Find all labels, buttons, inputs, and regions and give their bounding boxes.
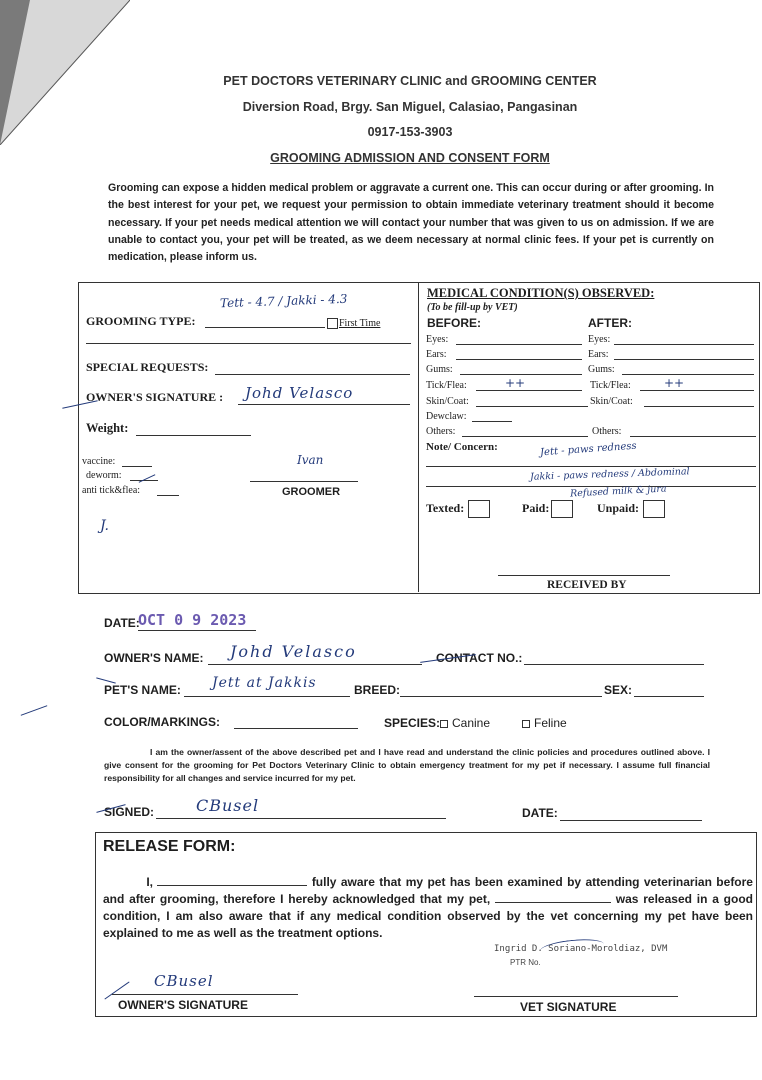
grooming-type-line-2[interactable] <box>86 343 411 344</box>
deworm-label: deworm: <box>86 470 122 481</box>
release-text <box>103 874 753 942</box>
dewclaw-field[interactable] <box>472 421 512 422</box>
vaccine-label: vaccine: <box>82 456 116 467</box>
special-requests-field[interactable] <box>215 374 410 375</box>
medical-condition-title: MEDICAL CONDITION(S) OBSERVED: <box>427 286 655 300</box>
skin-before-label: Skin/Coat: <box>426 396 469 407</box>
groomer-value: Ivan <box>297 453 324 467</box>
texted-option <box>426 500 490 518</box>
release-text-1: fully aware that my pet has been examined by attending veterinarian before and after grooming, therefore I hereby acknowledged that my pet, <box>103 875 753 906</box>
unpaid-option <box>597 500 665 518</box>
color-field[interactable] <box>234 728 358 729</box>
pet-name-value: Jett at Jakkis <box>212 675 317 691</box>
signed-value: CBusel <box>196 796 260 815</box>
contact-label: CONTACT NO.: <box>436 651 523 665</box>
unpaid-label: Unpaid: <box>597 500 640 515</box>
owner-signature-value: Johd Velasco <box>245 384 354 402</box>
release-title: RELEASE FORM: <box>103 838 236 855</box>
panel-divider <box>418 282 419 592</box>
clinic-address: Diversion Road, Brgy. San Miguel, Calasiao, Pangasinan <box>242 100 578 114</box>
eyes-after-field[interactable] <box>614 344 754 345</box>
feline-checkbox[interactable] <box>522 720 530 728</box>
before-label: BEFORE: <box>427 316 481 330</box>
vaccine-field[interactable] <box>122 466 152 467</box>
signed-label: SIGNED: <box>104 805 155 819</box>
others-after-label: Others: <box>592 426 622 437</box>
owner-name-value: Johd Velasco <box>230 642 357 661</box>
tick-after-value: ++ <box>664 376 685 390</box>
paid-checkbox[interactable] <box>551 500 573 518</box>
skin-after-field[interactable] <box>644 406 754 407</box>
initial-mark: J. <box>100 518 109 534</box>
anti-tick-field[interactable] <box>157 495 179 496</box>
vet-signature-label: VET SIGNATURE <box>520 1000 617 1014</box>
first-time-option <box>327 318 380 329</box>
intro-paragraph: Grooming can expose a hidden medical problem or aggravate a current one. This can occur during or after grooming. In the best interest for your pet, we request your permission to obtain immediate veterinary treatment should it become necessary. If your pet needs medical attention we will contact your number that was given to us on admission. If we are unable to contact you, your pet will be treated, as we deem necessary at normal clinic fees. If your pet is currently on medication, please inform us. <box>108 182 714 264</box>
feline-option[interactable] <box>522 716 567 730</box>
first-time-label: First Time <box>339 318 381 329</box>
date-label: DATE: <box>104 616 140 630</box>
pet-name-field[interactable] <box>184 696 350 697</box>
eyes-after-label: Eyes: <box>588 334 611 345</box>
release-text-2: was released in a good condition, I am also aware that if any medical condition observed by the vet concerning my pet have been explained to me as well as the treatment options. <box>103 892 753 940</box>
owner-signature-label: OWNER'S SIGNATURE : <box>86 390 224 404</box>
contact-field[interactable] <box>524 664 704 665</box>
pet-name-label: PET'S NAME: <box>104 683 181 697</box>
clinic-phone: 0917-153-3903 <box>367 125 453 139</box>
canine-label: Canine <box>452 716 491 730</box>
vet-stamp-prc: PTR No. <box>510 958 541 967</box>
grooming-type-label: GROOMING TYPE: <box>86 314 196 328</box>
ears-before-label: Ears: <box>426 349 447 360</box>
after-label: AFTER: <box>588 316 632 330</box>
tick-after-label: Tick/Flea: <box>590 380 631 391</box>
owner-signature-field[interactable] <box>238 404 410 405</box>
color-label: COLOR/MARKINGS: <box>104 715 220 729</box>
sex-label: SEX: <box>604 683 633 697</box>
grooming-type-field[interactable] <box>205 327 325 328</box>
paid-label: Paid: <box>522 500 550 515</box>
dewclaw-label: Dewclaw: <box>426 411 467 422</box>
anti-tick-label: anti tick&flea: <box>82 485 141 496</box>
date2-label: DATE: <box>522 806 558 820</box>
form-title: GROOMING ADMISSION AND CONSENT FORM <box>270 151 550 165</box>
ears-after-field[interactable] <box>614 359 754 360</box>
signed-field[interactable] <box>156 818 446 819</box>
skin-before-field[interactable] <box>476 406 588 407</box>
folded-page-corner <box>0 0 130 145</box>
date-field[interactable] <box>138 630 256 631</box>
weight-field[interactable] <box>136 435 251 436</box>
vet-stamp-name: Ingrid D. Soriano-Moroldiaz, DVM <box>494 944 668 954</box>
note-value-2: Jakki - paws redness / Abdominal <box>529 466 690 483</box>
canine-option[interactable] <box>440 716 490 730</box>
groomer-label: GROOMER <box>282 486 341 498</box>
breed-field[interactable] <box>400 696 602 697</box>
note-value-1: Jett - paws redness <box>539 440 637 459</box>
feline-label: Feline <box>534 716 567 730</box>
owner-signature-release-label: OWNER'S SIGNATURE <box>118 998 248 1012</box>
owner-release-signature: CBusel <box>154 972 214 990</box>
owner-signature-release-line[interactable] <box>112 994 298 995</box>
margin-mark <box>21 705 48 716</box>
groomer-field[interactable] <box>250 481 358 482</box>
date-stamp: OCT 0 9 2023 <box>138 611 247 629</box>
date2-field[interactable] <box>560 820 702 821</box>
texted-label: Texted: <box>426 500 465 515</box>
species-label: SPECIES: <box>384 716 441 730</box>
eyes-before-field[interactable] <box>456 344 582 345</box>
sex-field[interactable] <box>634 696 704 697</box>
texted-checkbox[interactable] <box>468 500 490 518</box>
gums-after-label: Gums: <box>588 364 615 375</box>
medical-condition-subtitle: (To be fill-up by VET) <box>427 302 518 313</box>
release-name-field[interactable] <box>157 874 307 886</box>
tick-before-value: ++ <box>505 376 526 390</box>
others-before-label: Others: <box>426 426 456 437</box>
canine-checkbox[interactable] <box>440 720 448 728</box>
unpaid-checkbox[interactable] <box>643 500 665 518</box>
release-i: I, <box>146 875 153 889</box>
received-by-label: RECEIVED BY <box>547 579 627 591</box>
clinic-name: PET DOCTORS VETERINARY CLINIC and GROOMING CENTER <box>223 74 597 88</box>
eyes-before-label: Eyes: <box>426 334 449 345</box>
first-time-checkbox[interactable] <box>327 318 338 329</box>
others-after-field[interactable] <box>630 436 756 437</box>
skin-after-label: Skin/Coat: <box>590 396 633 407</box>
vet-signature-line[interactable] <box>474 996 678 997</box>
gums-before-field[interactable] <box>460 374 582 375</box>
note-concern-label: Note/ Concern: <box>426 441 498 453</box>
weight-label: Weight: <box>86 421 129 435</box>
consent-text: I am the owner/assent of the above described pet and I have read and understand the clinic policies and procedures outlined above. I give consent for the grooming for Pet Doctors Veterinary Clinic to obtain emergency treatment for my pet if necessary. I assume full financial responsibility for all changes and service incurred for my pet. <box>104 747 710 783</box>
owner-name-label: OWNER'S NAME: <box>104 651 204 665</box>
tick-before-field[interactable] <box>476 390 582 391</box>
ears-after-label: Ears: <box>588 349 609 360</box>
received-by-field[interactable] <box>498 575 670 576</box>
ears-before-field[interactable] <box>456 359 582 360</box>
gums-after-field[interactable] <box>622 374 754 375</box>
release-pet-field[interactable] <box>495 891 611 903</box>
tick-before-label: Tick/Flea: <box>426 380 467 391</box>
note-line-1[interactable] <box>426 466 756 467</box>
special-requests-label: SPECIAL REQUESTS: <box>86 360 209 374</box>
owner-name-field[interactable] <box>208 664 422 665</box>
paid-option <box>522 500 573 518</box>
grooming-type-value: Tett - 4.7 / Jakki - 4.3 <box>219 291 348 311</box>
tick-after-field[interactable] <box>640 390 754 391</box>
gums-before-label: Gums: <box>426 364 453 375</box>
others-before-field[interactable] <box>462 436 588 437</box>
note-value-3: Refused milk & jura <box>569 483 667 500</box>
breed-label: BREED: <box>354 683 401 697</box>
